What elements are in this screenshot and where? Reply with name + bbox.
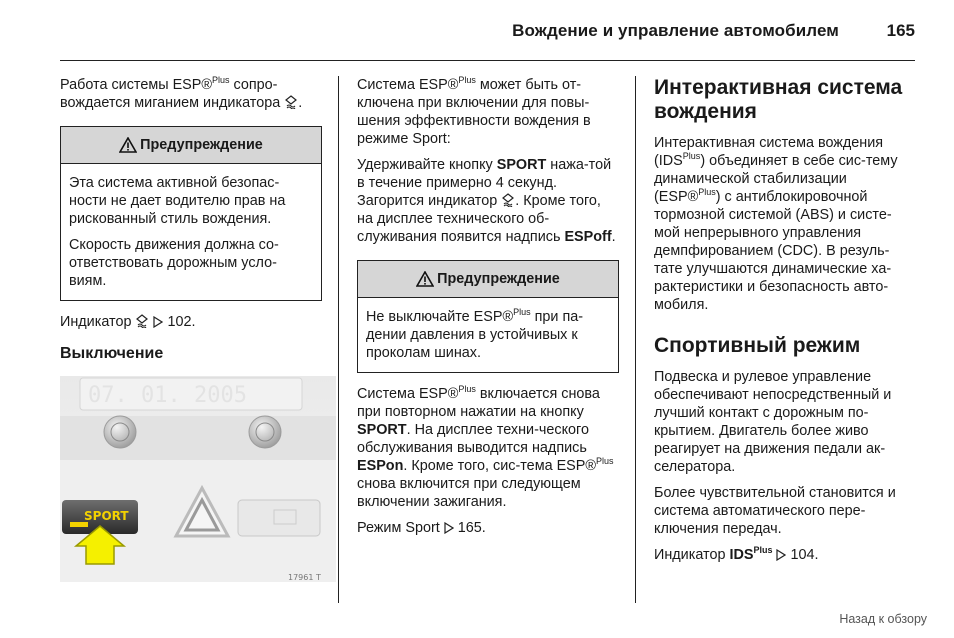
page-reference-arrow-icon[interactable]	[444, 522, 454, 534]
warning-triangle-icon	[416, 271, 434, 287]
svg-text:07. 01. 2005: 07. 01. 2005	[88, 383, 247, 408]
page-reference-arrow-icon[interactable]	[153, 316, 163, 328]
back-to-overview-link[interactable]: Назад к обзору	[839, 612, 927, 626]
warning-triangle-icon	[119, 137, 137, 153]
esp-intro-text: Работа системы ESP®$^{Plus}$ сопро-вождается миганием индикатора .	[60, 75, 303, 111]
warning-header: Предупреждение	[358, 261, 618, 298]
column-left	[60, 76, 322, 371]
page-header	[60, 0, 915, 61]
warning-text: Скорость движения должна со-ответствовать дорожным усло-виям.	[69, 237, 279, 289]
esp-off-instruction: Удерживайте кнопку SPORT нажа-той в течение примерно 4 секунд. Загорится индикатор . Кроме того, на дисплее технического об-служивания появится надпись ESPoff.	[357, 157, 616, 245]
sport-mode-text: Более чувствительной становится и система автоматического пере-ключения передач.	[654, 485, 896, 537]
figure-id: 17961 T	[288, 573, 321, 582]
column-divider	[635, 76, 636, 603]
esp-off-intro: Система ESP®$^{Plus}$ может быть от-ключена при включении для повы-шения эффективности вождения в режиме Sport:	[357, 75, 591, 147]
ids-description: Интерактивная система вождения $(IDS^{Plus})$ объединяет в себе сис-тему динамической стабилизации (ESP®$^{Plus}$) с антиблокировочной тормозной системой (ABS) и систе-мой непрерывного управления демпфированием (CDC). В резуль-тате улучшаются динамические ха-рактеристики и безопасность авто-мобиля.	[654, 135, 898, 313]
column-divider	[338, 76, 339, 603]
ids-indicator-reference: Индикатор $IDS^{Plus}$ 104.	[654, 545, 819, 563]
page-reference-arrow-icon[interactable]	[776, 549, 786, 561]
section-heading-off: Выключение	[60, 345, 164, 362]
svg-text:SPORT: SPORT	[84, 509, 129, 523]
esp-indicator-icon	[284, 95, 298, 109]
warning-box	[60, 126, 322, 301]
warning-header: Предупреждение	[61, 127, 321, 164]
section-heading-sport: Спортивный режим	[654, 334, 861, 357]
sport-button-illustration	[60, 376, 336, 582]
indicator-reference: Индикатор 102.	[60, 314, 196, 330]
page-number: 165	[886, 21, 915, 40]
chapter-title: Вождение и управление автомобилем	[512, 21, 839, 40]
esp-on-text: Система ESP®$^{Plus}$ включается снова при повторном нажатии на кнопку SPORT. На дисплее техни-ческого обслуживания выводится надпись ESPon. Кроме того, сис-тема ESP®$^{Plus}$ снова включится при следующем включении зажигания.	[357, 384, 614, 510]
warning-text: Не выключайте ESP®$^{Plus}$ при па-дении давления в устойчивых к проколам шинах.	[366, 307, 584, 361]
warning-text: Эта система активной безопас-ности не дает водителю прав на рискованный стиль вождения.	[69, 175, 286, 227]
section-heading-ids: Интерактивная система вождения	[654, 76, 903, 123]
warning-box	[357, 260, 619, 373]
esp-indicator-icon	[501, 193, 515, 207]
sport-mode-reference: Режим Sport 165.	[357, 520, 486, 536]
column-right	[654, 76, 916, 572]
esp-indicator-icon	[135, 314, 149, 328]
column-middle	[357, 76, 619, 545]
sport-mode-text: Подвеска и рулевое управление обеспечивают непосредственный и лучший контакт с дорожным по-крытием. Двигатель более живо реагирует на движения педали ак-селератора.	[654, 369, 892, 475]
